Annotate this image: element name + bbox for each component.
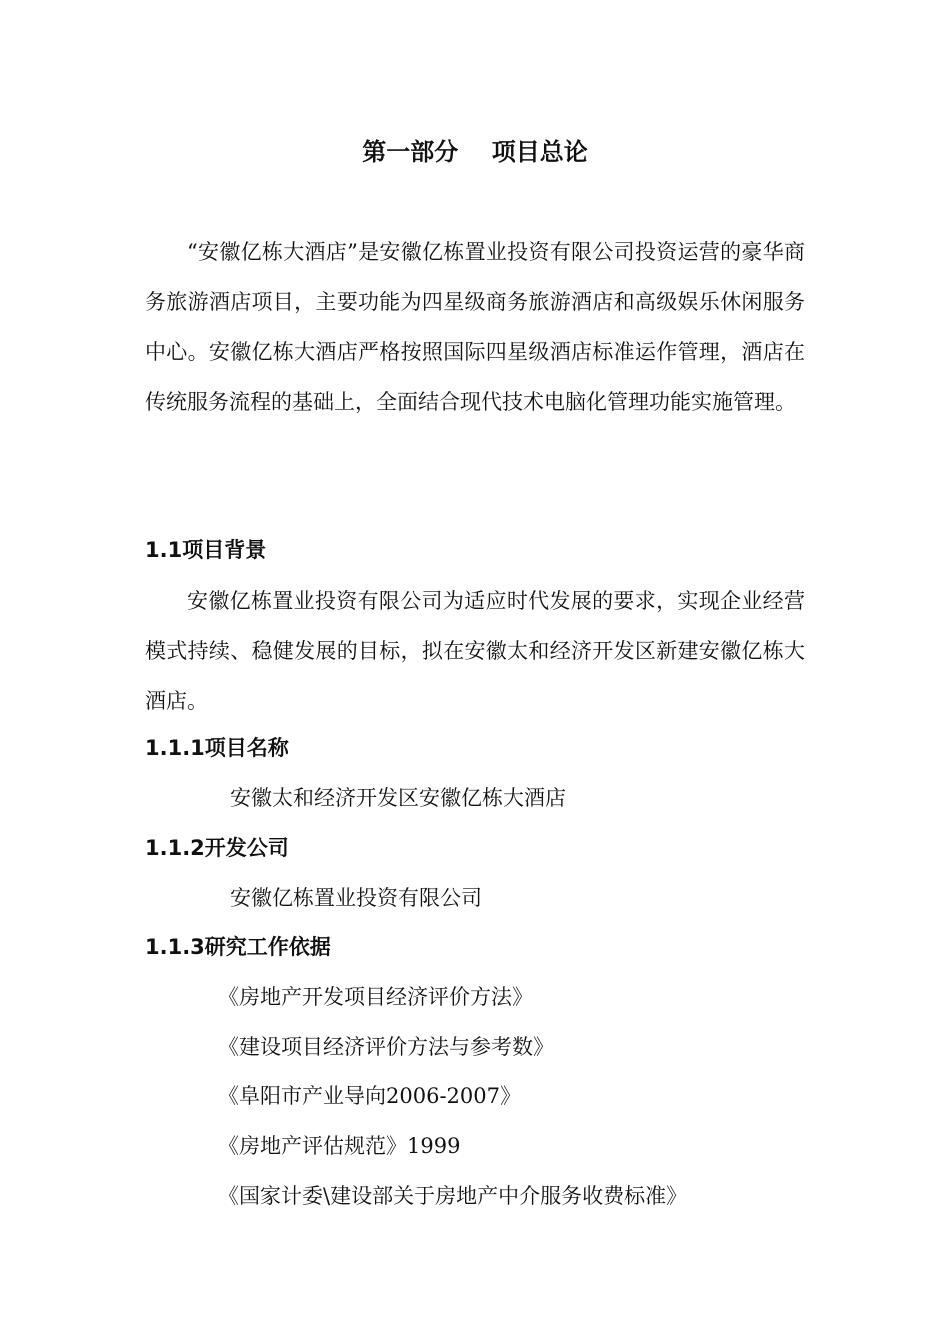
- reference-item: 《房地产评估规范》1999: [218, 1134, 461, 1158]
- reference-item: 《建设项目经济评价方法与参考数》: [218, 1035, 554, 1059]
- reference-item: 《国家计委\建设部关于房地产中介服务收费标准》: [218, 1184, 688, 1208]
- section-heading-background: 1.1项目背景: [145, 538, 267, 562]
- page-title: 第一部分 项目总论: [362, 138, 588, 166]
- reference-item: 《阜阳市产业导向2006-2007》: [218, 1084, 521, 1108]
- section-heading-project-name: 1.1.1项目名称: [145, 736, 289, 760]
- reference-item: 《房地产开发项目经济评价方法》: [218, 985, 533, 1009]
- project-name-value: 安徽太和经济开发区安徽亿栋大酒店: [230, 786, 566, 810]
- section-heading-developer: 1.1.2开发公司: [145, 836, 289, 860]
- intro-paragraph: “安徽亿栋大酒店”是安徽亿栋置业投资有限公司投资运营的豪华商务旅游酒店项目，主要功能为四星级商务旅游酒店和高级娱乐休闲服务中心。安徽亿栋大酒店严格按照国际四星级酒店标准运作管理，酒店在传统服务流程的基础上，全面结合现代技术电脑化管理功能实施管理。: [145, 240, 805, 414]
- section-heading-research-basis: 1.1.3研究工作依据: [145, 935, 331, 959]
- background-paragraph: 安徽亿栋置业投资有限公司为适应时代发展的要求，实现企业经营模式持续、稳健发展的目标，拟在安徽太和经济开发区新建安徽亿栋大酒店。: [145, 589, 805, 713]
- developer-value: 安徽亿栋置业投资有限公司: [230, 886, 482, 910]
